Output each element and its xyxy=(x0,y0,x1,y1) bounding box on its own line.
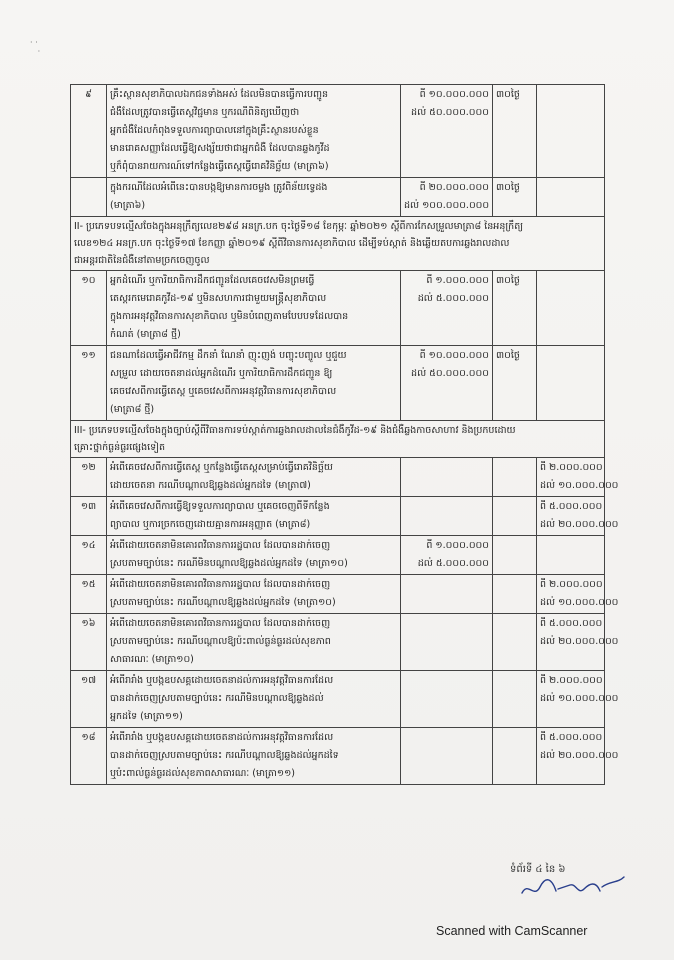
penalty-amount xyxy=(537,671,619,728)
offense-text xyxy=(107,85,401,178)
deadline-days: ៣០ថ្ងៃ xyxy=(493,178,537,217)
fine-amount-line: ដល់ ៥.០០០.០០០ xyxy=(417,558,489,569)
fine-amount xyxy=(401,458,493,497)
section-header xyxy=(71,421,605,458)
penalty-amount-line: ដល់ ២០.០០០.០០០ xyxy=(540,519,619,530)
penalty-amount-line: ពី ៥.០០០.០០០ xyxy=(540,618,603,629)
section-header-line: លេខ១២៤ អនក្រ.បក ចុះថ្ងៃទី១៧ ខែកញ្ញា ឆ្នាំ២០១៩ ស្តីពីវិធានការសុខាភិបាល ដើម្បីទប់ស្កាត់ និងឆ្លើយតបការឆ្លងរាលដាល xyxy=(74,238,510,249)
penalty-amount-line: ពី ២.០០០.០០០ xyxy=(540,462,603,473)
penalty-amount-line: ពី ២.០០០.០០០ xyxy=(540,675,603,686)
offense-text-line: គ្រឹះស្ថានសុខាភិបាលឯកជនទាំងអស់ ដែលមិនបានធ្វើការបញ្ជូន xyxy=(110,89,329,100)
penalty-amount xyxy=(537,497,619,536)
table-row xyxy=(71,728,605,785)
fine-amount-line: ពី ១០.០០០.០០០ xyxy=(419,350,489,361)
offense-text-line: សម្រួល ដោយចេតនាដល់អ្នកដំណើរ ឬការិយាធិការដឹកជញ្ជូន ឱ្យ xyxy=(110,368,333,379)
fine-amount xyxy=(401,671,493,728)
offense-text xyxy=(107,346,401,421)
deadline-days: ៣០ថ្ងៃ xyxy=(493,85,537,178)
deadline-days: ៣០ថ្ងៃ xyxy=(493,271,537,346)
offense-text xyxy=(107,497,401,536)
penalty-amount-line: ដល់ ២០.០០០.០០០ xyxy=(540,750,619,761)
offense-text-line: បានដាក់ចេញស្របតាមច្បាប់នេះ ករណីបណ្តាលឱ្យឆ្លងដល់អ្នកដទៃ xyxy=(110,750,339,761)
offense-text-line: អំពើរារាំង ឬបង្កឧបសគ្គដោយចេតនាដល់ការអនុវត្តវិធានការដែល xyxy=(110,675,334,686)
signature xyxy=(518,873,628,901)
offense-text-line: ស្របតាមច្បាប់នេះ ករណីបណ្តាលឱ្យប៉ះពាល់ធ្ងន់ធ្ងរដល់សុខភាព xyxy=(110,636,331,647)
offense-text-line: ក្នុងករណីដែលអំពើនេះបានបង្កឱ្យមានការចម្លង ត្រូវពិន័យទ្វេដង xyxy=(110,182,328,193)
table-row xyxy=(71,85,605,178)
fine-amount-line: ដល់ ៥.០០០.០០០ xyxy=(417,293,489,304)
penalty-amount-line: ដល់ ១០.០០០.០០០ xyxy=(540,693,619,704)
section-header xyxy=(71,217,605,271)
offense-text-line: មានរោគសញ្ញាដែលធ្វើឱ្យសង្ស័យថាជាអ្នកជំងឺ ដែលបានឆ្លងកូវីដ xyxy=(110,143,330,154)
fine-amount xyxy=(401,614,493,671)
penalty-amount-line: ដល់ ២០.០០០.០០០ xyxy=(540,636,619,647)
offense-text-line: ឬក៏ពុំបានរាយការណ៍ទៅកន្លែងធ្វើតេស្តធ្វើរោគវិនិច្ឆ័យ (មាត្រា៦) xyxy=(110,161,329,172)
offense-text-line: ឬប៉ះពាល់ធ្ងន់ធ្ងរដល់សុខភាពសាធារណៈ (មាត្រា១១) xyxy=(110,768,296,779)
deadline-days xyxy=(493,497,537,536)
row-number xyxy=(71,178,107,217)
offense-text xyxy=(107,536,401,575)
scan-specks: · · · xyxy=(30,38,41,56)
row-number: ១០ xyxy=(71,271,107,346)
fine-amount xyxy=(401,85,493,178)
table-row xyxy=(71,536,605,575)
penalty-amount xyxy=(537,458,619,497)
deadline-days xyxy=(493,728,537,785)
section-header-line: គ្រោះថ្នាក់ធ្ងន់ធ្ងរផ្សេងទៀត xyxy=(74,442,166,453)
offense-text-line: កំណត់ (មាត្រា៨ ថ្មី) xyxy=(110,329,181,340)
fine-amount-line: ពី ១.០០០.០០០ xyxy=(426,540,489,551)
offense-text xyxy=(107,575,401,614)
penalty-amount xyxy=(537,728,619,785)
penalty-amount xyxy=(537,614,619,671)
penalty-amount xyxy=(537,178,605,217)
offense-text-line: ដោយចេតនា ករណីបណ្តាលឱ្យឆ្លងដល់អ្នកដទៃ (មាត្រា៧) xyxy=(110,480,311,491)
fine-amount-line: ដល់ ៥០.០០០.០០០ xyxy=(411,107,489,118)
offense-text-line: អ្នកដទៃ (មាត្រា១១) xyxy=(110,711,183,722)
penalty-amount xyxy=(537,85,605,178)
penalty-amount-line: ពី ៥.០០០.០០០ xyxy=(540,501,603,512)
penalty-amount-line: ដល់ ១០.០០០.០០០ xyxy=(540,480,619,491)
offense-text-line: អំពើដោយចេតនាមិនគោរពវិធានការរដ្ឋបាល ដែលបានដាក់ចេញ xyxy=(110,540,331,551)
section-header-row xyxy=(71,217,605,271)
offense-text-line: អំពើគេចវេសពីការធ្វើតេស្ត ឬកន្លែងធ្វើតេស្តសម្រាប់ធ្វើរោគវិនិច្ឆ័យ xyxy=(110,462,333,473)
fine-amount-line: ពី ២០.០០០.០០០ xyxy=(419,182,489,193)
offense-text xyxy=(107,614,401,671)
section-header-line: II- ប្រភេទបទល្មើសចែងក្នុងអនុក្រឹត្យលេខ២៩៨ អនក្រ.បក ចុះថ្ងៃទី១៨ ខែកុម្ភៈ ឆ្នាំ២០២១ ស្តីពីការកែសម្រួលមាត្រា៨ នៃអនុក្រឹត្យ xyxy=(74,221,524,232)
fine-amount xyxy=(401,271,493,346)
offense-text-line: អំពើដោយចេតនាមិនគោរពវិធានការរដ្ឋបាល ដែលបានដាក់ចេញ xyxy=(110,579,331,590)
table-row xyxy=(71,671,605,728)
offense-text-line: ជំងឺដែលត្រូវបានធ្វើតេស្តវិជ្ជមាន ឬករណីពិនិត្យឃើញថា xyxy=(110,107,300,118)
penalty-amount xyxy=(537,271,605,346)
row-number: ១៨ xyxy=(71,728,107,785)
offense-text xyxy=(107,728,401,785)
deadline-days xyxy=(493,614,537,671)
deadline-days xyxy=(493,671,537,728)
penalty-table xyxy=(70,84,619,785)
penalty-amount-line: ពី ៥.០០០.០០០ xyxy=(540,732,603,743)
table-row xyxy=(71,178,605,217)
penalty-amount xyxy=(537,346,605,421)
camscanner-watermark: Scanned with CamScanner xyxy=(436,924,588,938)
section-header-line: III- ប្រភេទបទល្មើសចែងក្នុងច្បាប់ស្តីពីវិធានការទប់ស្កាត់ការឆ្លងរាលដាលនៃជំងឺកូវីដ-១៩ និងជំងឺឆ្លងកាចសាហាវ និងប្រកបដោយ xyxy=(74,425,516,436)
fine-amount xyxy=(401,346,493,421)
offense-text-line: ជនណាដែលធ្វើអាជីវកម្ម ដឹកនាំ ណែនាំ ញុះញង់ បញ្ចុះបញ្ចូល ឬជួយ xyxy=(110,350,347,361)
offense-text-line: ក្នុងការអនុវត្តវិធានការសុខាភិបាល ឬមិនបំពេញតាមបែបបទដែលបាន xyxy=(110,311,349,322)
deadline-days xyxy=(493,575,537,614)
section-header-row xyxy=(71,421,605,458)
fine-amount-line: ពី ១.០០០.០០០ xyxy=(426,275,489,286)
row-number: ៩ xyxy=(71,85,107,178)
row-number: ១៦ xyxy=(71,614,107,671)
fine-amount-line: ដល់ ៥០.០០០.០០០ xyxy=(411,368,489,379)
offense-text-line: អំពើរារាំង ឬបង្កឧបសគ្គដោយចេតនាដល់ការអនុវត្តវិធានការដែល xyxy=(110,732,334,743)
row-number: ១១ xyxy=(71,346,107,421)
penalty-amount xyxy=(537,575,619,614)
fine-amount xyxy=(401,728,493,785)
offense-text xyxy=(107,458,401,497)
offense-text xyxy=(107,671,401,728)
row-number: ១៧ xyxy=(71,671,107,728)
offense-text-line: អ្នកជំងឺដែលកំពុងទទួលការព្យាបាលនៅក្នុងគ្រឹះស្ថានរបស់ខ្លួន xyxy=(110,125,319,136)
fine-amount xyxy=(401,497,493,536)
offense-text-line: តេស្តរកមេរោគកូវីដ-១៩ ឬមិនសហការជាមួយមន្ត្រីសុខាភិបាល xyxy=(110,293,327,304)
table-row xyxy=(71,271,605,346)
fine-amount xyxy=(401,575,493,614)
table-row xyxy=(71,497,605,536)
offense-text xyxy=(107,271,401,346)
offense-text-line: អំពើដោយចេតនាមិនគោរពវិធានការរដ្ឋបាល ដែលបានដាក់ចេញ xyxy=(110,618,331,629)
penalty-amount-line: ដល់ ១០.០០០.០០០ xyxy=(540,597,619,608)
penalty-amount xyxy=(537,536,605,575)
deadline-days: ៣០ថ្ងៃ xyxy=(493,346,537,421)
offense-text-line: (មាត្រា៨ ថ្មី) xyxy=(110,404,155,415)
row-number: ១៥ xyxy=(71,575,107,614)
page-number: ទំព័រទី ៤ នៃ ៦ xyxy=(510,864,566,875)
offense-text-line: ព្យាបាល ឬការច្រកចេញដោយគ្មានការអនុញ្ញាត (មាត្រា៨) xyxy=(110,519,311,530)
table-row xyxy=(71,458,605,497)
row-number: ១៣ xyxy=(71,497,107,536)
deadline-days xyxy=(493,458,537,497)
deadline-days xyxy=(493,536,537,575)
fine-amount-line: ពី ១០.០០០.០០០ xyxy=(419,89,489,100)
offense-text-line: អំពើគេចវេសពីការធ្វើឱ្យទទួលការព្យាបាល ឬគេចចេញពីទីកន្លែង xyxy=(110,501,330,512)
fine-amount xyxy=(401,536,493,575)
section-header-line: ជាអន្តរជាតិនៃជំងឺនៅតាមច្រកចេញចូល xyxy=(74,255,210,266)
fine-amount-line: ដល់ ១០០.០០០.០០០ xyxy=(404,200,490,211)
table-row xyxy=(71,575,605,614)
penalty-amount-line: ពី ២.០០០.០០០ xyxy=(540,579,603,590)
fine-amount xyxy=(401,178,493,217)
offense-text-line: (មាត្រា៦) xyxy=(110,200,146,211)
offense-text-line: ស្របតាមច្បាប់នេះ ករណីបណ្តាលឱ្យឆ្លងដល់អ្នកដទៃ (មាត្រា១០) xyxy=(110,597,336,608)
offense-text-line: អ្នកដំណើរ ឬការិយាធិការដឹកជញ្ជូនដែលគេចវេសមិនព្រមធ្វើ xyxy=(110,275,315,286)
table-row xyxy=(71,614,605,671)
row-number: ១៤ xyxy=(71,536,107,575)
table-row xyxy=(71,346,605,421)
offense-text-line: សាធារណៈ (មាត្រា១០) xyxy=(110,654,194,665)
offense-text xyxy=(107,178,401,217)
offense-text-line: ស្របតាមច្បាប់នេះ ករណីមិនបណ្តាលឱ្យឆ្លងដល់អ្នកដទៃ (មាត្រា១០) xyxy=(110,558,348,569)
offense-text-line: បានដាក់ចេញស្របតាមច្បាប់នេះ ករណីមិនបណ្តាលឱ្យឆ្លងដល់ xyxy=(110,693,324,704)
offense-text-line: គេចវេសពីការធ្វើតេស្ត ឬគេចវេសពីការអនុវត្តវិធានការសុខាភិបាល xyxy=(110,386,337,397)
row-number: ១២ xyxy=(71,458,107,497)
